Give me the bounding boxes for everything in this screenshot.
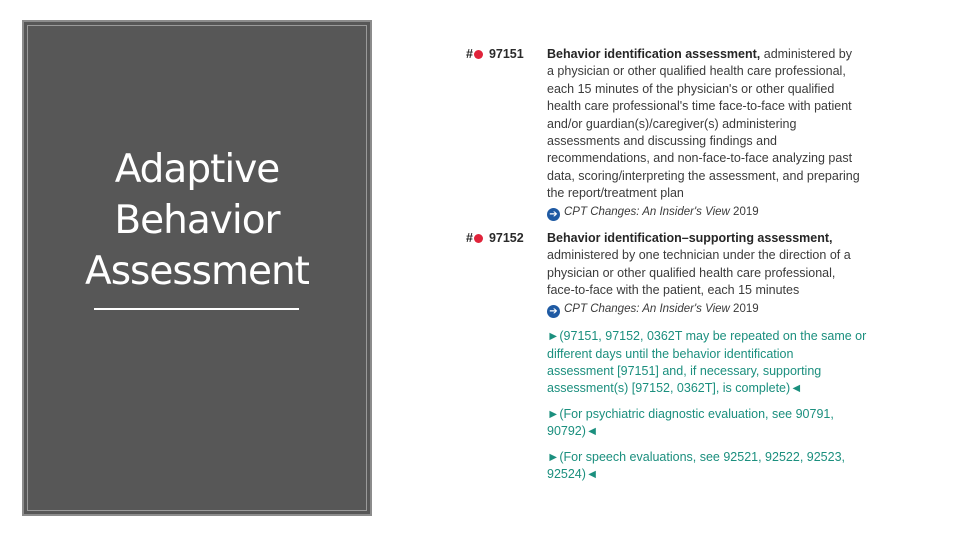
note-line: assessment(s) [97152, 0362T], is complete)◄ [547, 381, 803, 396]
hash-symbol: # [466, 231, 473, 246]
hash-symbol: # [466, 47, 473, 61]
desc-line: health care professional's time face-to-face with patient [547, 99, 852, 114]
cpt-entry-97151 [466, 46, 860, 221]
desc-bold: Behavior identification assessment, [547, 47, 761, 61]
right-arrow-circle-icon: ➔ [547, 208, 560, 221]
right-arrow-circle-icon: ➔ [547, 305, 560, 318]
desc-line [547, 46, 852, 63]
code-number: 97151 [488, 47, 524, 61]
reference-text: CPT Changes: An Insider's View [564, 302, 730, 315]
cpt-entry-97152 [466, 230, 851, 318]
desc-line: data, scoring/interpreting the assessment, and preparing [547, 168, 860, 183]
red-dot-icon [474, 234, 483, 243]
desc-line: each 15 minutes of the physician's or other qualified [547, 81, 835, 96]
code-label [466, 230, 524, 247]
title-panel [22, 20, 372, 516]
desc-line: assessments and discussing findings and [547, 134, 777, 149]
guideline-note [547, 449, 846, 484]
desc-line: and/or guardian(s)/caregiver(s) administering [547, 116, 797, 131]
note-line: ►(For speech evaluations, see 92521, 92522, 92523, [547, 449, 845, 464]
cpt-code-excerpt [466, 46, 867, 483]
reference-year: 2019 [733, 205, 759, 218]
title-underline [94, 308, 299, 310]
desc-bold: Behavior identification–supporting assessment, [547, 231, 833, 246]
desc-text: administered by [760, 47, 852, 61]
note-line: different days until the behavior identification [547, 346, 794, 361]
desc-line [547, 230, 846, 247]
reference-text: CPT Changes: An Insider's View [564, 205, 730, 218]
desc-line: administered by one technician under the direction of a [547, 248, 851, 263]
reference-line [547, 301, 846, 318]
note-line: 92524)◄ [547, 466, 599, 481]
guideline-note [547, 406, 846, 441]
note-line: 90792)◄ [547, 424, 599, 439]
red-dot-icon [474, 50, 483, 59]
desc-line: recommendations, and non-face-to-face analyzing past [547, 151, 853, 166]
note-line: assessment [97151] and, if necessary, supporting [547, 363, 822, 378]
reference-line [547, 204, 846, 221]
note-line: ►(For psychiatric diagnostic evaluation, see 90791, [547, 406, 834, 421]
desc-line: the report/treatment plan [547, 186, 684, 201]
code-label [466, 46, 524, 63]
title-line-2: Behavior [114, 198, 280, 243]
desc-line: physician or other qualified health care professional, [547, 265, 836, 280]
title-line-1: Adaptive [114, 147, 280, 192]
desc-line: a physician or other qualified health care professional, [547, 64, 846, 79]
reference-year: 2019 [733, 302, 759, 315]
guideline-note [547, 328, 867, 398]
desc-line: face-to-face with the patient, each 15 minutes [547, 283, 800, 298]
note-line: ►(97151, 97152, 0362T may be repeated on the same or [547, 329, 867, 344]
code-number: 97152 [488, 231, 524, 246]
slide-title [24, 144, 370, 297]
title-line-3: Assessment [85, 249, 309, 294]
